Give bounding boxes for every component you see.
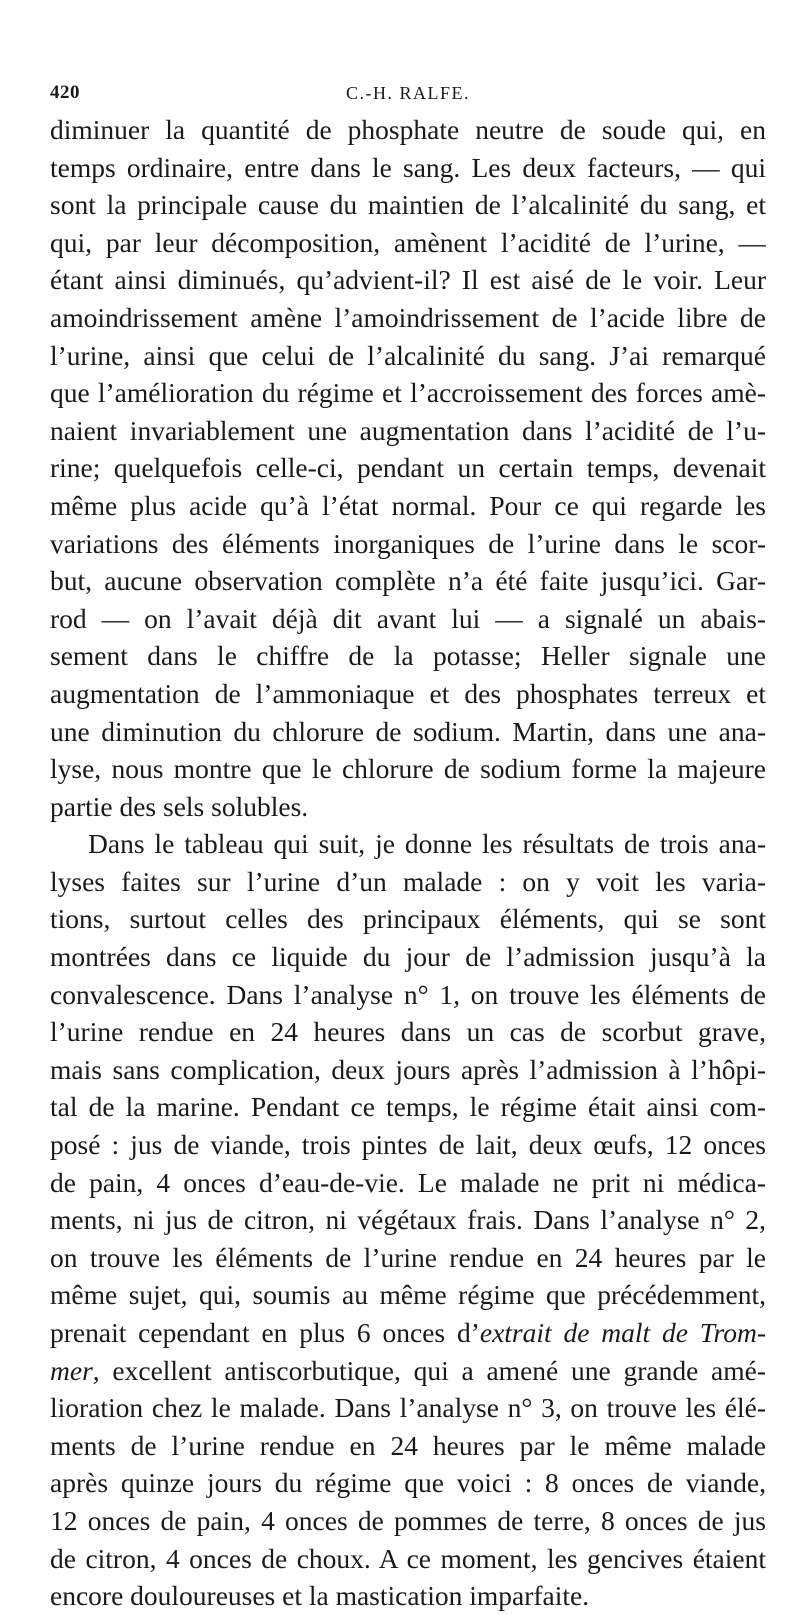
text-line: on trouve les éléments de l’urine rendue en 24 heures par le [50, 1241, 766, 1273]
text-line: étant ainsi diminués, qu’advient-il? Il est aisé de le voir. Leur [50, 264, 766, 296]
text-line: montrées dans ce liquide du jour de l’admission jusqu’à la [50, 941, 766, 973]
text-line: qui, par leur décomposition, amènent l’acidité de l’urine, — [50, 226, 766, 258]
text-line: tions, surtout celles des principaux éléments, qui se sont [50, 903, 766, 935]
text-line: même plus acide qu’à l’état normal. Pour ce qui regarde les [50, 489, 766, 521]
text-line: ments, ni jus de citron, ni végétaux frais. Dans l’analyse n° 2, [50, 1204, 766, 1236]
text-line: naient invariablement une augmentation dans l’acidité de l’u- [50, 414, 766, 446]
text-line: lyses faites sur l’urine d’un malade : on y voit les varia- [50, 865, 766, 897]
text-line: encore douloureuses et la mastication imparfaite. [50, 1580, 590, 1612]
italic-title: mer [50, 1354, 93, 1386]
text-line: l’urine rendue en 24 heures dans un cas de scorbut grave, [50, 1016, 766, 1048]
text-line: mer, excellent antiscorbutique, qui a amené une grande amé- [50, 1354, 766, 1386]
paragraph [50, 111, 766, 825]
page-header [50, 78, 766, 108]
text-line: de citron, 4 onces de choux. A ce moment, les gencives étaient [50, 1542, 766, 1574]
text-line: ments de l’urine rendue en 24 heures par le même malade [50, 1429, 766, 1461]
text-line: que l’amélioration du régime et l’accroissement des forces amè- [50, 377, 766, 409]
text-line: augmentation de l’ammoniaque et des phosphates terreux et [50, 677, 766, 709]
page-number: 420 [50, 82, 80, 103]
text-line: tal de la marine. Pendant ce temps, le régime était ainsi com- [50, 1091, 766, 1123]
text-line: amoindrissement amène l’amoindrissement de l’acide libre de [50, 301, 766, 333]
text-line: lioration chez le malade. Dans l’analyse n° 3, on trouve les élé- [50, 1392, 766, 1424]
text-line: variations des éléments inorganiques de l’urine dans le scor- [50, 527, 766, 559]
text-line: Dans le tableau qui suit, je donne les résultats de trois ana- [88, 828, 766, 860]
italic-title: extrait de malt de Trom- [479, 1317, 766, 1348]
text-line: sement dans le chiffre de la potasse; Heller signale une [50, 640, 766, 672]
text-line: de pain, 4 onces d’eau-de-vie. Le malade ne prit ni médica- [50, 1166, 766, 1198]
text-line: lyse, nous montre que le chlorure de sodium forme la majeure [50, 753, 766, 785]
text-line: posé : jus de viande, trois pintes de lait, deux œufs, 12 onces [50, 1129, 766, 1161]
text-line: rine; quelquefois celle-ci, pendant un certain temps, devenait [50, 452, 766, 484]
text-line: convalescence. Dans l’analyse n° 1, on trouve les éléments de [50, 978, 766, 1010]
text-line: diminuer la quantité de phosphate neutre de soude qui, en [50, 114, 766, 145]
paragraph [50, 825, 766, 1614]
text-line: l’urine, ainsi que celui de l’alcalinité du sang. J’ai remarqué [50, 339, 766, 371]
text-line: 12 onces de pain, 4 onces de pommes de terre, 8 onces de jus [50, 1504, 766, 1536]
document-page [50, 78, 766, 1615]
text-line: après quinze jours du régime que voici : 8 onces de viande, [50, 1467, 766, 1499]
text-line: même sujet, qui, soumis au même régime que précédemment, [50, 1279, 766, 1311]
running-head: C.-H. RALFE. [345, 83, 470, 103]
text-line: but, aucune observation complète n’a été faite jusqu’ici. Gar- [50, 565, 766, 597]
text-line: une diminution du chlorure de sodium. Martin, dans une ana- [50, 715, 766, 747]
text-line: temps ordinaire, entre dans le sang. Les deux facteurs, — qui [50, 151, 766, 183]
text-line: rod — on l’avait déjà dit avant lui — a signalé un abais- [50, 602, 766, 634]
text-line: mais sans complication, deux jours après l’admission à l’hôpi- [50, 1053, 766, 1085]
text-line: partie des sels solubles. [50, 790, 309, 822]
text-line: prenait cependant en plus 6 onces d’extrait de malt de Trom- [50, 1317, 766, 1348]
text-line: sont la principale cause du maintien de l’alcalinité du sang, et [50, 189, 766, 221]
body-text [50, 111, 766, 1615]
